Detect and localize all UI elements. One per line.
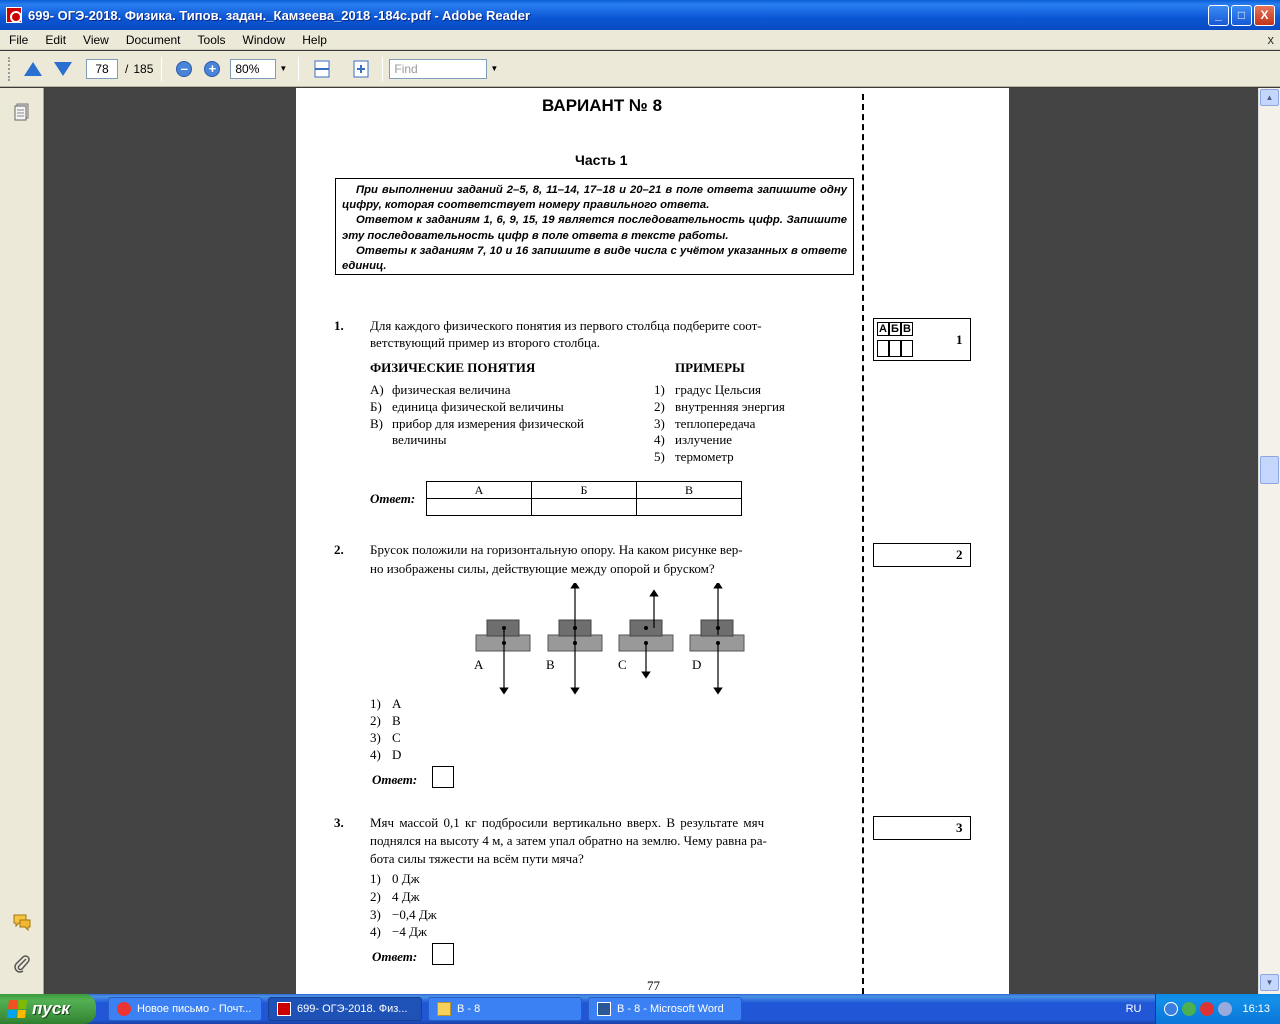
fit-width-icon <box>351 59 371 79</box>
concept-item: физическая величина <box>392 382 511 397</box>
previous-page-button[interactable] <box>21 57 45 81</box>
question-text: ветствующий пример из второго столбца. <box>370 335 600 350</box>
concept-key: В) <box>370 416 383 431</box>
example-item: теплопередача <box>675 416 756 431</box>
taskbar-item-adobe-reader[interactable] <box>268 997 422 1021</box>
page-number: 77 <box>647 978 660 993</box>
language-indicator[interactable]: RU <box>1125 1003 1142 1015</box>
window-title: 699- ОГЭ-2018. Физика. Типов. задан._Камзеева_2018 -184с.pdf - Adobe Reader <box>28 7 531 23</box>
side-cell <box>901 340 913 357</box>
menu-edit[interactable]: Edit <box>45 32 67 47</box>
side-number: 2 <box>956 547 963 562</box>
side-answer-box <box>873 318 971 361</box>
answer-cell <box>427 499 532 516</box>
option-text: 0 Дж <box>392 871 420 886</box>
toolbar-separator <box>161 57 162 81</box>
example-key: 3) <box>654 416 665 431</box>
option-text: 4 Дж <box>392 889 420 904</box>
concept-item: прибор для измерения физической <box>392 416 584 431</box>
maximize-button[interactable]: □ <box>1231 5 1252 26</box>
instruction-text: Ответом к заданиям 1, 6, 9, 15, 19 является последовательность цифр. Запишите эту последовательность цифр в поле ответа в тексте работы. <box>342 214 847 242</box>
page-separator: / <box>125 61 129 76</box>
question-text: поднялся на высоту 4 м, а затем упал обратно на землю. Чему равна ра- <box>370 833 767 848</box>
document-close-button[interactable]: x <box>1267 32 1274 47</box>
option-key: 1) <box>370 696 381 711</box>
taskbar-item-label: В - 8 <box>457 1003 481 1015</box>
example-item: градус Цельсия <box>675 382 762 397</box>
question-text: Для каждого физического понятия из первого столбца подберите соот- <box>370 318 762 333</box>
taskbar-item-label: Новое письмо - Почт... <box>137 1003 252 1015</box>
answer-label: Ответ: <box>370 491 416 506</box>
option-key: 4) <box>370 924 381 939</box>
word-icon <box>597 1002 611 1016</box>
zoom-out-button[interactable] <box>172 57 196 81</box>
figure-label: A <box>474 657 484 672</box>
start-button[interactable] <box>0 994 96 1024</box>
toolbar-separator <box>382 57 383 81</box>
question-number: 1. <box>334 318 344 333</box>
menu-tools[interactable]: Tools <box>197 32 226 47</box>
example-key: 4) <box>654 432 665 447</box>
scroll-down-button[interactable]: ▼ <box>1260 974 1279 991</box>
title-bar <box>0 0 1280 30</box>
document-view[interactable] <box>45 88 1258 994</box>
option-text: B <box>392 713 401 728</box>
toolbar-separator <box>298 57 299 81</box>
taskbar-item-mail[interactable] <box>108 997 262 1021</box>
side-letter: А <box>877 322 889 336</box>
answer-cell <box>637 499 742 516</box>
minimize-button[interactable]: _ <box>1208 5 1229 26</box>
question-text: Брусок положили на горизонтальную опору. На каком рисунке вер- <box>370 542 743 557</box>
answer-col-header: Б <box>532 482 637 499</box>
side-letter: Б <box>889 322 901 336</box>
pages-icon[interactable] <box>12 102 32 122</box>
security-icon[interactable] <box>1200 1002 1214 1016</box>
figure-label: D <box>692 657 702 672</box>
part-title: Часть 1 <box>575 152 628 168</box>
folder-icon <box>437 1002 451 1016</box>
side-number: 1 <box>956 332 963 347</box>
toolbar-grip[interactable] <box>8 57 12 81</box>
windows-logo-icon <box>7 1000 27 1018</box>
menu-file[interactable]: File <box>9 32 29 47</box>
fit-page-icon <box>312 59 332 79</box>
start-label: пуск <box>32 999 70 1018</box>
attachments-icon[interactable] <box>12 954 32 974</box>
menu-help[interactable]: Help <box>302 32 327 47</box>
column-header: ФИЗИЧЕСКИЕ ПОНЯТИЯ <box>370 360 536 375</box>
cut-line <box>862 94 864 994</box>
concept-key: А) <box>370 382 384 397</box>
option-key: 2) <box>370 713 381 728</box>
answer-col-header: В <box>637 482 742 499</box>
system-tray <box>1155 994 1280 1024</box>
answer-col-header: А <box>427 482 532 499</box>
side-number: 3 <box>956 820 963 835</box>
toolbar <box>0 51 1280 87</box>
option-key: 3) <box>370 907 381 922</box>
example-item: термометр <box>675 449 734 464</box>
instruction-text: При выполнении заданий 2–5, 8, 11–14, 17–18 и 20–21 в поле ответа запишите одну цифру, которая соответствует номеру правильного ответа. <box>342 184 847 212</box>
figure-label: C <box>618 657 627 672</box>
next-page-button[interactable] <box>51 57 75 81</box>
find-input[interactable]: Find <box>389 59 487 79</box>
side-cell <box>877 340 889 357</box>
answer-box <box>432 943 454 965</box>
column-header: ПРИМЕРЫ <box>675 360 745 375</box>
arrow-up-icon <box>24 62 42 76</box>
scroll-up-button[interactable]: ▲ <box>1260 89 1279 106</box>
option-key: 2) <box>370 889 381 904</box>
question-number: 2. <box>334 542 344 557</box>
concept-item: единица физической величины <box>392 399 564 414</box>
volume-icon[interactable] <box>1218 1002 1232 1016</box>
option-key: 1) <box>370 871 381 886</box>
variant-title: ВАРИАНТ № 8 <box>542 96 663 115</box>
zoom-input[interactable]: 80% <box>230 59 276 79</box>
question-number: 3. <box>334 815 344 830</box>
option-text: D <box>392 747 402 762</box>
adobe-reader-icon <box>6 7 22 23</box>
find-dropdown-button[interactable]: ▼ <box>490 64 499 73</box>
comments-icon[interactable] <box>12 912 32 932</box>
side-letter: В <box>901 322 913 336</box>
taskbar-item-label: В - 8 - Microsoft Word <box>617 1003 724 1015</box>
option-text: A <box>392 696 402 711</box>
side-answer-box <box>873 816 971 840</box>
answer-cell <box>532 499 637 516</box>
zoom-dropdown-button[interactable]: ▼ <box>279 64 288 73</box>
example-item: внутренняя энергия <box>675 399 785 414</box>
question-text: бота силы тяжести на всём пути мяча? <box>370 851 584 866</box>
clock: 16:13 <box>1242 1003 1270 1015</box>
page-total: 185 <box>133 61 154 76</box>
option-key: 3) <box>370 730 381 745</box>
page-number-input[interactable]: 78 <box>86 59 118 79</box>
menu-document[interactable]: Document <box>125 32 181 47</box>
instruction-text: Ответы к заданиям 7, 10 и 16 запишите в виде числа с учётом указанных в ответе единиц. <box>342 244 847 273</box>
example-item: излучение <box>675 432 733 447</box>
pdf-page <box>296 88 1009 994</box>
instructions-box <box>335 178 854 275</box>
answer-label: Ответ: <box>372 772 418 787</box>
question-text: но изображены силы, действующие между опорой и бруском? <box>370 561 715 576</box>
answer-box <box>432 766 454 788</box>
back-arrow-icon[interactable] <box>1164 1002 1178 1016</box>
menu-bar <box>0 30 1280 50</box>
zoom-in-button[interactable] <box>200 57 224 81</box>
concept-item: величины <box>392 432 447 447</box>
example-key: 5) <box>654 449 665 464</box>
side-cell <box>889 340 901 357</box>
yandex-icon <box>117 1002 131 1016</box>
option-text: −0,4 Дж <box>392 907 437 922</box>
vertical-scrollbar[interactable] <box>1258 88 1280 994</box>
option-text: C <box>392 730 401 745</box>
zoom-in-icon: + <box>204 61 220 77</box>
close-button[interactable]: X <box>1254 5 1275 26</box>
taskbar-item-folder[interactable] <box>428 997 582 1021</box>
taskbar-item-label: 699- ОГЭ-2018. Физ... <box>297 1003 408 1015</box>
fit-width-button[interactable] <box>349 57 373 81</box>
figure-label: B <box>546 657 555 672</box>
side-answer-box <box>873 543 971 567</box>
answer-label: Ответ: <box>372 949 418 964</box>
option-text: −4 Дж <box>392 924 427 939</box>
option-key: 4) <box>370 747 381 762</box>
scroll-thumb[interactable] <box>1260 456 1279 484</box>
pdf-icon <box>277 1002 291 1016</box>
menu-view[interactable]: View <box>83 32 109 47</box>
example-key: 1) <box>654 382 665 397</box>
fit-page-button[interactable] <box>310 57 334 81</box>
taskbar <box>0 994 1280 1024</box>
forces-figure <box>468 583 753 695</box>
concept-key: Б) <box>370 399 382 414</box>
zoom-out-icon: – <box>176 61 192 77</box>
network-icon[interactable] <box>1182 1002 1196 1016</box>
arrow-down-icon <box>54 62 72 76</box>
menu-window[interactable]: Window <box>242 32 286 47</box>
taskbar-item-word[interactable] <box>588 997 742 1021</box>
example-key: 2) <box>654 399 665 414</box>
answer-table <box>426 481 742 516</box>
navigation-panel <box>0 88 44 994</box>
question-text: Мяч массой 0,1 кг подбросили вертикально вверх. В результате мяч <box>370 815 765 830</box>
